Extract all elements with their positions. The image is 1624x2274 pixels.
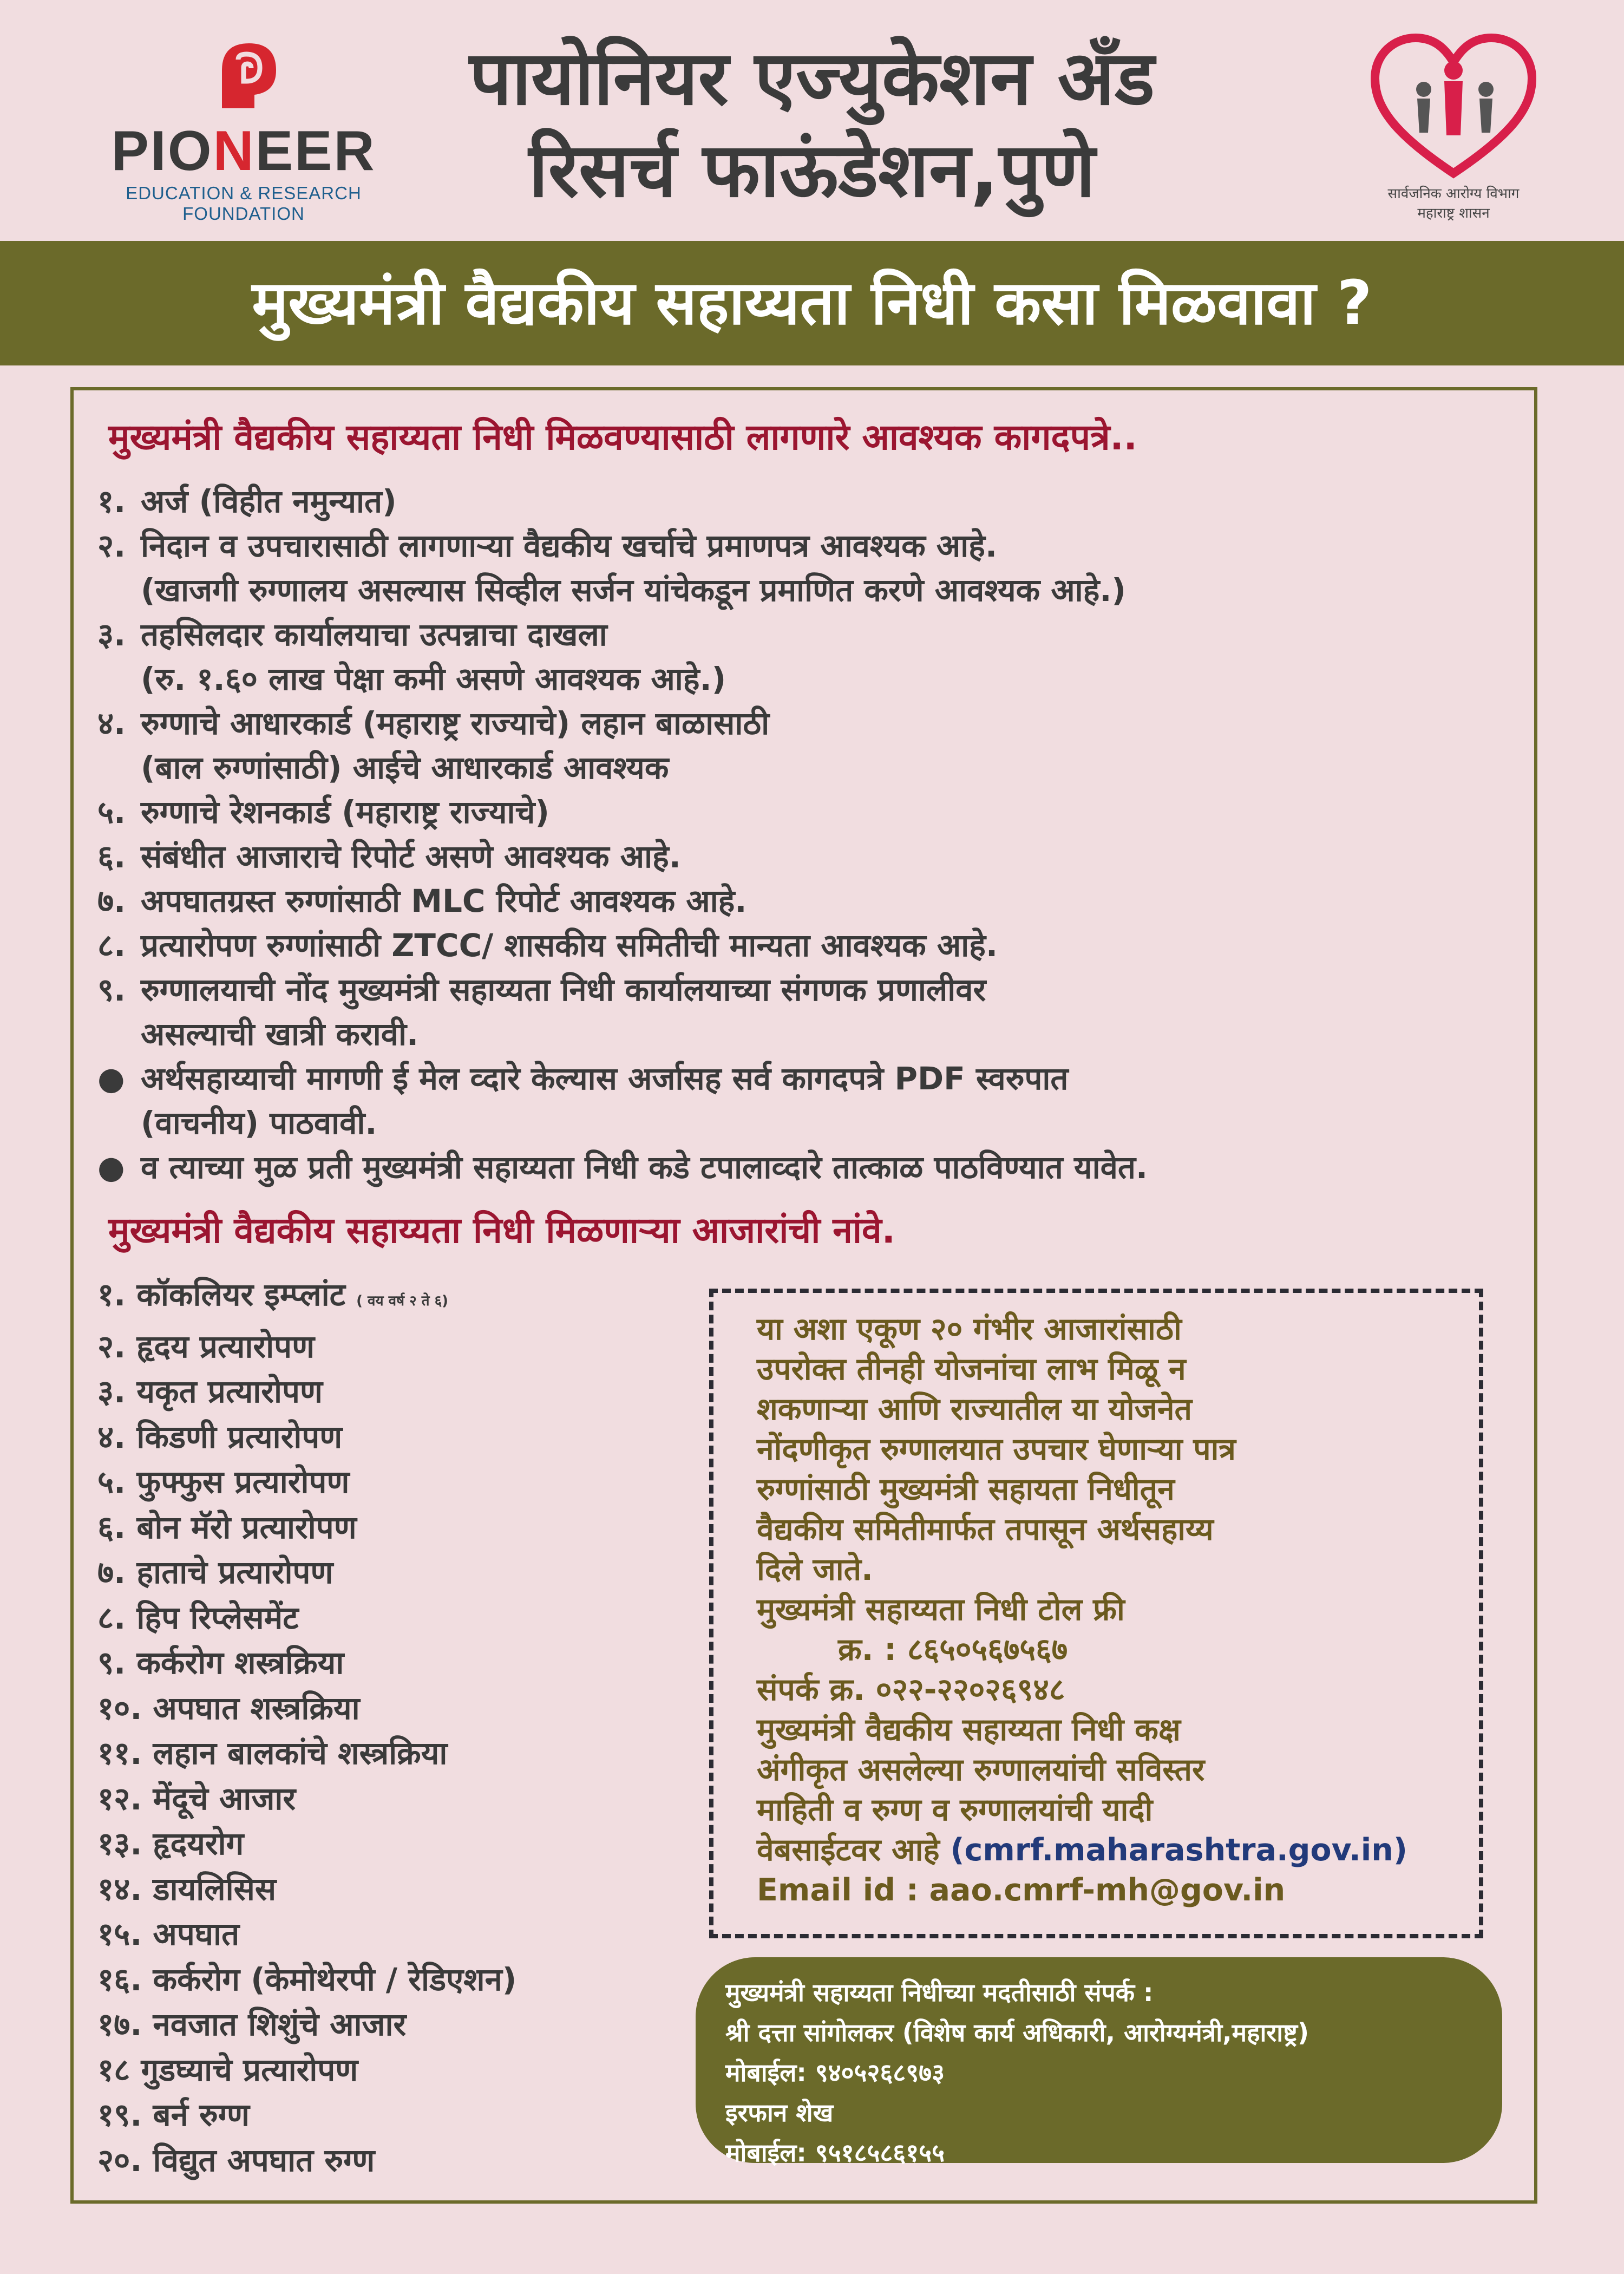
caption-line: सार्वजनिक आरोग्य विभाग (1387, 186, 1520, 202)
illnesses-heading: मुख्यमंत्री वैद्यकीय सहाय्यता निधी मिळणाऱ्या आजारांची नांवे. (108, 1210, 895, 1251)
brand-name: PIONEER (111, 120, 376, 182)
organization-title-line: रिसर्च फाऊंडेशन,पुणे (528, 127, 1096, 214)
illness-item: ८. हिप रिप्लेसमेंट (97, 1599, 299, 1636)
illnesses-list (97, 1272, 693, 2183)
organization-title-line: पायोनियर एज्युकेशन अँड (469, 35, 1155, 122)
item-number: ९. (97, 971, 126, 1008)
illness-item: १९. बर्न रुग्ण (97, 2096, 250, 2133)
item-number: १. (97, 483, 126, 520)
age-note: ( वय वर्ष २ ते ६) (356, 1293, 448, 1309)
illness-text: १. कॉकलियर इम्प्लांट (97, 1276, 345, 1313)
illness-item: ५. फुफ्फुस प्रत्यारोपण (97, 1463, 350, 1500)
illness-item: १०. अपघात शस्त्रक्रिया (97, 1689, 360, 1727)
info-line: मुख्यमंत्री सहाय्यता निधी टोल फ्री (757, 1592, 1125, 1628)
illness-item: १४. डायलिसिस (97, 1870, 277, 1907)
item-number: ५. (97, 794, 126, 831)
document-bullet-item (97, 1056, 1532, 1145)
pioneer-head-icon (211, 38, 281, 114)
illness-item: १३. हृदयरोग (97, 1825, 244, 1862)
illness-item: ७. हाताचे प्रत्यारोपण (97, 1554, 333, 1591)
item-text: (रु. १.६० लाख पेक्षा कमी असणे आवश्यक आहे.) (141, 661, 726, 697)
family-heart-icon (1364, 27, 1543, 184)
info-line: या अशा एकूण २० गंभीर आजारांसाठी (757, 1311, 1182, 1347)
info-line: अंगीकृत असलेल्या रुग्णालयांची सविस्तर (757, 1752, 1205, 1788)
info-line: शकणाऱ्या आणि राज्यातील या योजनेत (757, 1391, 1193, 1427)
email-link[interactable]: Email id : aao.cmrf-mh@gov.in (757, 1872, 1286, 1908)
item-text: रुग्णाचे आधारकार्ड (महाराष्ट्र राज्याचे) लहान बाळासाठी (141, 705, 770, 742)
toll-free-number: क्र. : ८६५०५६७५६७ (838, 1632, 1068, 1668)
illness-item: १२. मेंदूचे आजार (97, 1780, 296, 1817)
title-banner: मुख्यमंत्री वैद्यकीय सहाय्यता निधी कसा मिळवावा ? (0, 241, 1624, 365)
website-prefix: वेबसाईटवर आहे (757, 1832, 940, 1868)
illness-item: १५. अपघात (97, 1916, 240, 1952)
illness-item: ४. किडणी प्रत्यारोपण (97, 1418, 343, 1455)
organization-title (411, 32, 1213, 217)
contact-number: संपर्क क्र. ०२२-२२०२६९४८ (757, 1672, 1065, 1708)
illness-item: १७. नवजात शिशुंचे आजार (97, 2006, 407, 2043)
documents-heading: मुख्यमंत्री वैद्यकीय सहाय्यता निधी मिळवण्यासाठी लागणारे आवश्यक कागदपत्रे.. (108, 416, 1137, 458)
item-number: ४. (97, 705, 126, 742)
pioneer-logo (76, 38, 411, 224)
document-item (97, 479, 1532, 524)
item-text: अर्थसहाय्याची मागणी ई मेल व्दारे केल्यास अर्जासह सर्व कागदपत्रे PDF स्वरुपात (141, 1060, 1069, 1097)
health-department-caption (1364, 184, 1543, 223)
item-text: अर्ज (विहीत नमुन्यात) (141, 483, 397, 520)
info-line: रुग्णांसाठी मुख्यमंत्री सहायता निधीतून (757, 1472, 1175, 1507)
item-number: २. (97, 527, 126, 564)
info-line: नोंदणीकृत रुग्णालयात उपचार घेणाऱ्या पात्र (757, 1432, 1236, 1467)
illness-item: १६. कर्करोग (केमोथेरपी / रेडिएशन) (97, 1961, 517, 1998)
info-line: माहिती व रुग्ण व रुग्णालयांची यादी (757, 1792, 1153, 1828)
item-text: रुग्णालयाची नोंद मुख्यमंत्री सहाय्यता निधी कार्यालयाच्या संगणक प्रणालीवर (141, 971, 986, 1008)
document-item (97, 524, 1532, 612)
contact-line: इरफान शेख (725, 2098, 834, 2127)
info-line: मुख्यमंत्री वैद्यकीय सहाय्यता निधी कक्ष (757, 1712, 1181, 1748)
item-text: (वाचनीय) पाठवावी. (141, 1105, 377, 1141)
item-text: रुग्णाचे रेशनकार्ड (महाराष्ट्र राज्याचे) (141, 794, 549, 831)
illness-item: २०. विद्युत अपघात रुग्ण (97, 2141, 375, 2179)
contact-line: मुख्यमंत्री सहाय्यता निधीच्या मदतीसाठी संपर्क : (725, 1978, 1154, 2007)
document-bullet-item (97, 1145, 1532, 1190)
illness-item: ११. लहान बालकांचे शस्त्रक्रिया (97, 1735, 448, 1772)
illness-item: १८ गुडघ्याचे प्रत्यारोपण (97, 2051, 358, 2088)
item-text: (खाजगी रुग्णालय असल्यास सिव्हील सर्जन यांचेकडून प्रमाणित करणे आवश्यक आहे.) (141, 572, 1126, 609)
info-line: दिले जाते. (757, 1552, 873, 1587)
website-link[interactable]: (cmrf.maharashtra.gov.in) (950, 1832, 1407, 1868)
document-item (97, 923, 1532, 968)
item-text: निदान व उपचारासाठी लागणाऱ्या वैद्यकीय खर्चाचे प्रमाणपत्र आवश्यक आहे. (141, 527, 998, 564)
illness-item: ६. बोन मॅरो प्रत्यारोपण (97, 1508, 357, 1546)
item-text: असल्याची खात्री करावी. (141, 1016, 419, 1053)
item-number: ३. (97, 616, 126, 653)
documents-list (97, 479, 1532, 1190)
illness-item: २. हृदय प्रत्यारोपण (97, 1328, 315, 1365)
document-item (97, 968, 1532, 1056)
contact-line: श्री दत्ता सांगोलकर (विशेष कार्य अधिकारी, आरोग्यमंत्री,महाराष्ट्र) (725, 2018, 1309, 2047)
bullet-icon: ● (97, 1060, 125, 1097)
illness-item: ९. कर्करोग शस्त्रक्रिया (97, 1644, 344, 1681)
info-line: वैद्यकीय समितीमार्फत तपासून अर्थसहाय्य (757, 1512, 1214, 1547)
item-number: ८. (97, 927, 126, 964)
item-text: तहसिलदार कार्यालयाचा उत्पन्नाचा दाखला (141, 616, 607, 653)
info-box (709, 1289, 1483, 1938)
item-text: अपघातग्रस्त रुग्णांसाठी MLC रिपोर्ट आवश्यक आहे. (141, 883, 747, 919)
contact-box (696, 1957, 1502, 2167)
item-number: ६. (97, 838, 126, 875)
item-text: (बाल रुग्णांसाठी) आईचे आधारकार्ड आवश्यक (141, 749, 669, 786)
contact-line: मोबाईल: ९४०५२६८९७३ (725, 2058, 945, 2087)
bullet-icon: ● (97, 1149, 125, 1186)
item-text: संबंधीत आजाराचे रिपोर्ट असणे आवश्यक आहे. (141, 838, 681, 875)
document-item (97, 612, 1532, 701)
document-item (97, 790, 1532, 834)
item-number: ७. (97, 883, 126, 919)
brand-subtitle: EDUCATION & RESEARCH FOUNDATION (126, 183, 362, 224)
item-text: व त्याच्या मुळ प्रती मुख्यमंत्री सहाय्यता निधी कडे टपालाव्दारे तात्काळ पाठविण्यात यावेत. (141, 1149, 1148, 1186)
document-item (97, 879, 1532, 923)
header (0, 0, 1624, 238)
website-line (757, 1830, 1446, 1870)
illness-item (97, 1272, 693, 1324)
document-item (97, 834, 1532, 879)
caption-line: महाराष्ट्र शासन (1417, 205, 1490, 221)
info-line: उपरोक्त तीनही योजनांचा लाभ मिळू न (757, 1351, 1186, 1387)
illness-item: ३. यकृत प्रत्यारोपण (97, 1373, 323, 1410)
health-department-logo (1364, 27, 1543, 222)
contact-line: मोबाईल: ९५१८५८६१५५ (725, 2138, 945, 2167)
document-item (97, 701, 1532, 790)
item-text: प्रत्यारोपण रुग्णांसाठी ZTCC/ शासकीय समितीची मान्यता आवश्यक आहे. (141, 927, 998, 964)
